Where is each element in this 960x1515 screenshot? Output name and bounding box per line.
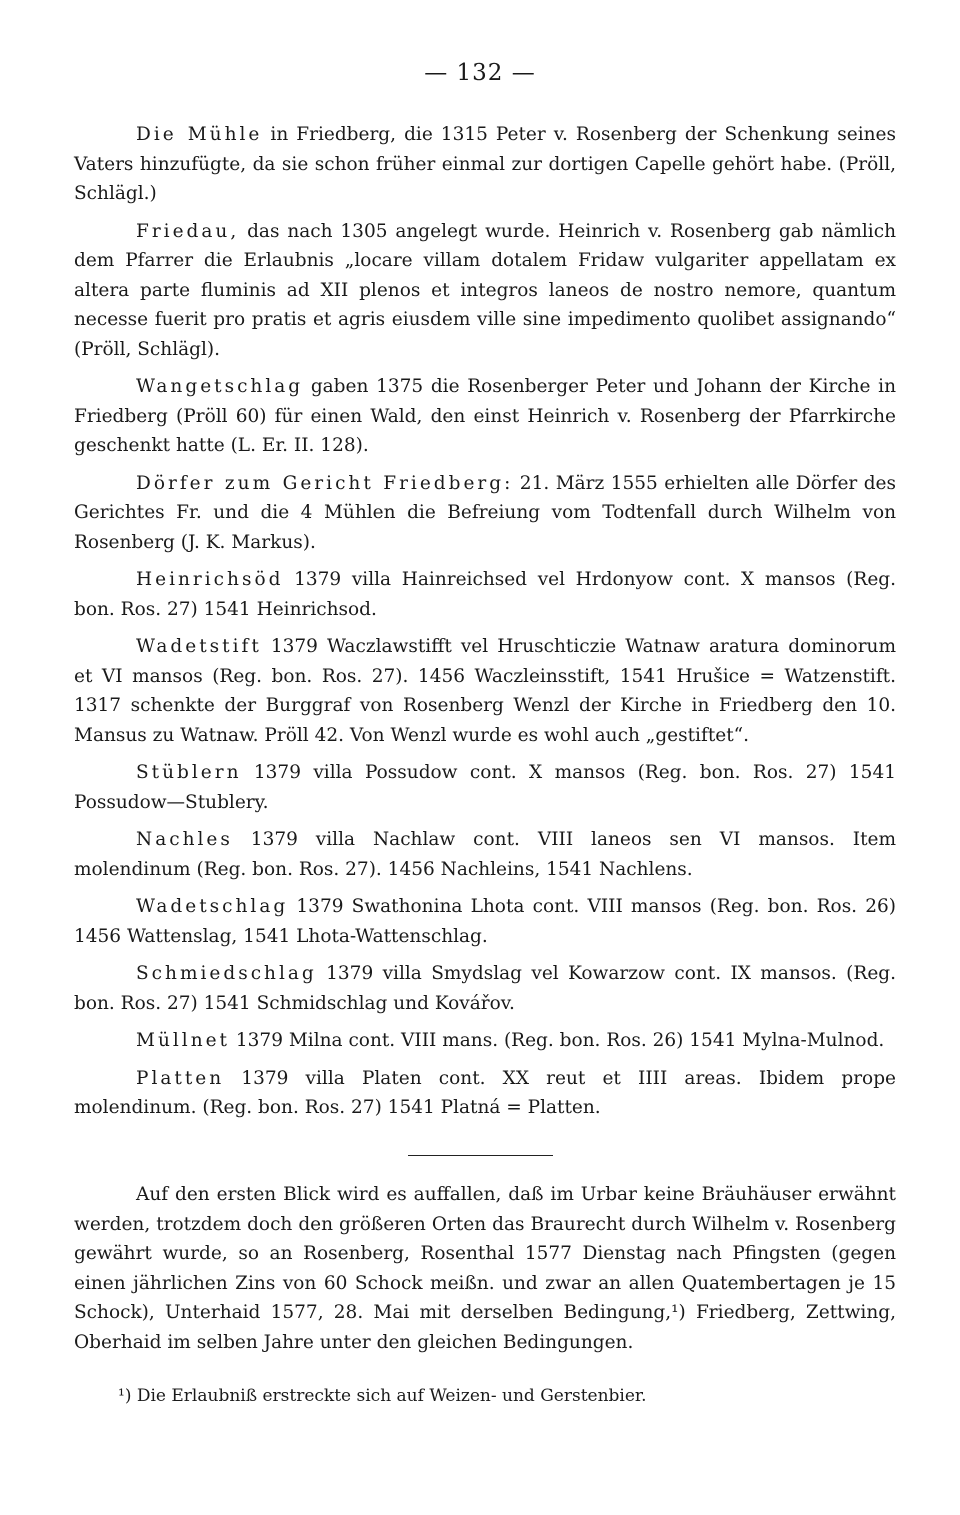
entry-text: 1379 villa Platen cont. XX reut et IIII areas. Ibidem prope molendinum. (Reg. bon. Ros. 27) 1541 Platná = Platten. (74, 1067, 896, 1118)
entry-text: gaben 1375 die Rosenberger Peter und Johann der Kirche in Friedberg (Pröll 60) für einen Wald, den einst Heinrich v. Rosenberg der Pfarrkirche geschenkt hatte (L. Er. II. 128). (74, 376, 896, 456)
section-divider (408, 1155, 553, 1156)
entry-head: Stüblern (136, 762, 242, 783)
entry (74, 1064, 896, 1123)
entry-head: Wangetschlag (136, 376, 304, 397)
entry-text: 1379 villa Possudow cont. X mansos (Reg. bon. Ros. 27) 1541 Possudow—Stublery. (74, 762, 896, 813)
entry (74, 825, 896, 884)
entry-head: Schmiedschlag (136, 963, 317, 984)
entries-section (74, 120, 896, 1131)
entry (74, 959, 896, 1018)
closing-section (74, 1180, 896, 1357)
page-number: — 132 — (424, 60, 536, 86)
entry (74, 1026, 896, 1056)
entry-text: 1379 Waczlawstifft vel Hruschticzie Watnaw aratura dominorum et VI mansos (Reg. bon. Ros. 27). 1456 Waczleinsstift, 1541 Hrušice = Watzenstift. 1317 schenkte der Burggraf von Rosenberg Wenzl der Kirche in Friedberg den 10. Mansus zu Watnaw. Pröll 42. Von Wenzl wurde es wohl auch „gestiftet“. (74, 636, 896, 746)
entry-head: Wadetstift (136, 636, 262, 657)
entry-head: Dörfer zum Gericht Friedberg: (136, 472, 514, 494)
entry-text: 1379 villa Nachlaw cont. VIII laneos sen VI mansos. Item molendinum (Reg. bon. Ros. 27). 1456 Nachleins, 1541 Nachlens. (74, 829, 896, 880)
entry (74, 120, 896, 209)
entry-text: 21. März 1555 erhielten alle Dörfer des Gerichtes Fr. und die 4 Mühlen die Befreiung vom Todtenfall durch Wilhelm von Rosenberg (J. K. Markus). (74, 472, 896, 553)
entry (74, 632, 896, 750)
entry (74, 758, 896, 817)
entry-head: Friedau, (136, 220, 240, 242)
entry-text: das nach 1305 angelegt wurde. Heinrich v. Rosenberg gab nämlich dem Pfarrer die Erlaubnis „locare villam dotalem Fridaw vulgariter appellatam ex altera parte fluminis ad XII plenos et integros laneos de nostro nemore, quantum necesse fuerit pro pratis et agris eiusdem ville sine impedimento quolibet assignando“ (Pröll, Schlägl). (74, 220, 896, 360)
footnote: ¹) Die Erlaubniß erstreckte sich auf Weizen- und Gerstenbier. (118, 1386, 647, 1406)
entry-head: Wadetschlag (136, 896, 289, 917)
entry-text: 1379 Swathonina Lhota cont. VIII mansos (Reg. bon. Ros. 26) 1456 Wattenslag, 1541 Lhota-Wattenschlag. (74, 896, 896, 947)
closing-paragraph: Auf den ersten Blick wird es auffallen, daß im Urbar keine Bräuhäuser erwähnt werden, trotzdem doch den größeren Orten das Braurecht durch Wilhelm v. Rosenberg gewährt wurde, so an Rosenberg, Rosenthal 1577 Dienstag nach Pfingsten (gegen einen jährlichen Zins von 60 Schock meißn. und zwar an allen Quatembertagen je 15 Schock), Unterhaid 1577, 28. Mai mit derselben Bedingung,¹) Friedberg, Zettwing, Oberhaid im selben Jahre unter den gleichen Bedingungen. (74, 1184, 896, 1353)
entry-head: Die Mühle (136, 124, 263, 145)
entry (74, 565, 896, 624)
entry (74, 217, 896, 365)
entry-head: Heinrichsöd (136, 569, 284, 590)
entry-text: in Friedberg, die 1315 Peter v. Rosenberg der Schenkung seines Vaters hinzufügte, da sie schon früher einmal zur dortigen Capelle gehört habe. (Pröll, Schlägl.) (74, 124, 896, 204)
entry (74, 892, 896, 951)
entry-head: Nachles (136, 829, 233, 850)
entry-head: Müllnet (136, 1030, 230, 1051)
entry-text: 1379 Milna cont. VIII mans. (Reg. bon. Ros. 26) 1541 Mylna-Mulnod. (230, 1030, 885, 1051)
entry-head: Platten (136, 1067, 225, 1089)
entry-text: 1379 villa Smydslag vel Kowarzow cont. IX mansos. (Reg. bon. Ros. 27) 1541 Schmidschlag und Kovářov. (74, 963, 896, 1014)
entry-text: 1379 villa Hainreichsed vel Hrdonyow cont. X mansos (Reg. bon. Ros. 27) 1541 Heinrichsod. (74, 569, 896, 620)
entry (74, 469, 896, 558)
entry (74, 372, 896, 461)
